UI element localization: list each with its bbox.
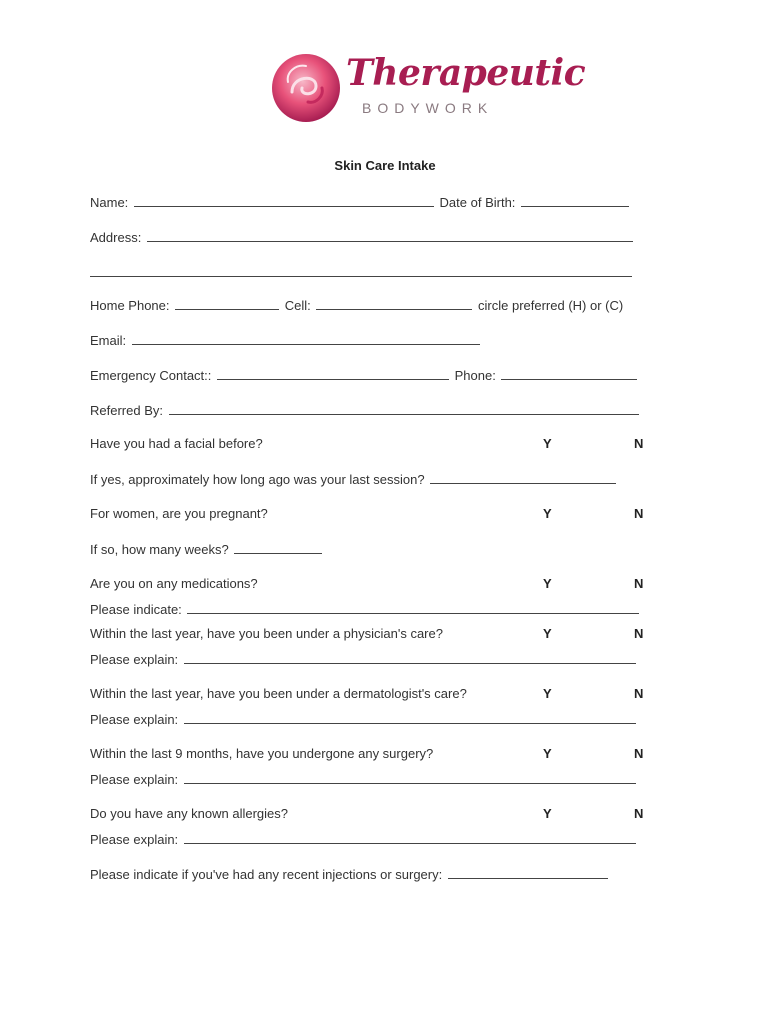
weeks-question: If so, how many weeks? xyxy=(90,542,229,557)
referred-field[interactable] xyxy=(169,402,639,415)
emergency-row xyxy=(90,367,639,384)
cell-label: Cell: xyxy=(284,298,311,313)
surgery-no-option[interactable]: N xyxy=(634,746,644,761)
allergies-explain-field[interactable] xyxy=(184,831,636,844)
logo-wordmark: Therapeutic xyxy=(346,52,586,94)
surgery-explain-field[interactable] xyxy=(184,771,636,784)
facial-no-option[interactable]: N xyxy=(634,436,644,451)
pregnant-no-option[interactable]: N xyxy=(634,506,644,521)
surgery-explain-label: Please explain: xyxy=(90,772,179,787)
logo-circle-icon xyxy=(270,52,342,124)
home-phone-field[interactable] xyxy=(175,297,279,310)
physician-explain-label: Please explain: xyxy=(90,652,179,667)
email-row xyxy=(90,332,482,349)
dermatologist-no-option[interactable]: N xyxy=(634,686,644,701)
pregnant-question: For women, are you pregnant? xyxy=(90,506,268,521)
medications-no-option[interactable]: N xyxy=(634,576,644,591)
allergies-explain-label: Please explain: xyxy=(90,832,179,847)
dob-field[interactable] xyxy=(521,194,629,207)
allergies-no-option[interactable]: N xyxy=(634,806,644,821)
emergency-phone-field[interactable] xyxy=(501,367,637,380)
facial-question: Have you had a facial before? xyxy=(90,436,263,451)
pregnant-yes-option[interactable]: Y xyxy=(543,506,552,521)
allergies-explain-row xyxy=(90,831,638,848)
physician-yes-option[interactable]: Y xyxy=(543,626,552,641)
dermatologist-explain-row xyxy=(90,711,638,728)
cell-field[interactable] xyxy=(316,297,472,310)
weeks-row xyxy=(90,541,324,558)
physician-explain-field[interactable] xyxy=(184,651,636,664)
weeks-field[interactable] xyxy=(234,541,322,554)
referred-row xyxy=(90,402,641,419)
physician-explain-row xyxy=(90,651,638,668)
logo xyxy=(270,50,586,130)
address-row-2 xyxy=(90,264,634,281)
emergency-contact-label: Emergency Contact:: xyxy=(90,368,212,383)
injections-field[interactable] xyxy=(448,866,608,879)
email-field[interactable] xyxy=(132,332,480,345)
facial-followup-question: If yes, approximately how long ago was your last session? xyxy=(90,472,425,487)
circle-preferred-text: circle preferred (H) or (C) xyxy=(478,298,624,313)
logo-subtitle: BODYWORK xyxy=(362,100,494,116)
emergency-phone-label: Phone: xyxy=(454,368,496,383)
injections-question: Please indicate if you've had any recent injections or surgery: xyxy=(90,867,443,882)
medications-indicate-label: Please indicate: xyxy=(90,602,182,617)
address-field[interactable] xyxy=(147,229,633,242)
form-title: Skin Care Intake xyxy=(334,158,436,173)
emergency-contact-field[interactable] xyxy=(217,367,449,380)
allergies-yes-option[interactable]: Y xyxy=(543,806,552,821)
address-field-2[interactable] xyxy=(90,264,632,277)
name-label: Name: xyxy=(90,195,129,210)
name-field[interactable] xyxy=(134,194,434,207)
dob-label: Date of Birth: xyxy=(439,195,516,210)
email-label: Email: xyxy=(90,333,127,348)
medications-yes-option[interactable]: Y xyxy=(543,576,552,591)
surgery-question: Within the last 9 months, have you undergone any surgery? xyxy=(90,746,434,761)
dermatologist-yes-option[interactable]: Y xyxy=(543,686,552,701)
facial-followup-field[interactable] xyxy=(430,471,616,484)
referred-label: Referred By: xyxy=(90,403,163,418)
phone-row xyxy=(90,297,623,314)
address-row xyxy=(90,229,635,246)
facial-followup-row xyxy=(90,471,618,488)
physician-no-option[interactable]: N xyxy=(634,626,644,641)
medications-indicate-field[interactable] xyxy=(187,601,639,614)
facial-yes-option[interactable]: Y xyxy=(543,436,552,451)
allergies-question: Do you have any known allergies? xyxy=(90,806,289,821)
surgery-yes-option[interactable]: Y xyxy=(543,746,552,761)
dermatologist-explain-field[interactable] xyxy=(184,711,636,724)
medications-indicate-row xyxy=(90,601,641,618)
dermatologist-question: Within the last year, have you been under a dermatologist's care? xyxy=(90,686,467,701)
dermatologist-explain-label: Please explain: xyxy=(90,712,179,727)
name-row xyxy=(90,194,631,211)
address-label: Address: xyxy=(90,230,142,245)
home-phone-label: Home Phone: xyxy=(90,298,170,313)
surgery-explain-row xyxy=(90,771,638,788)
physician-question: Within the last year, have you been under a physician's care? xyxy=(90,626,443,641)
medications-question: Are you on any medications? xyxy=(90,576,258,591)
injections-row xyxy=(90,866,610,883)
